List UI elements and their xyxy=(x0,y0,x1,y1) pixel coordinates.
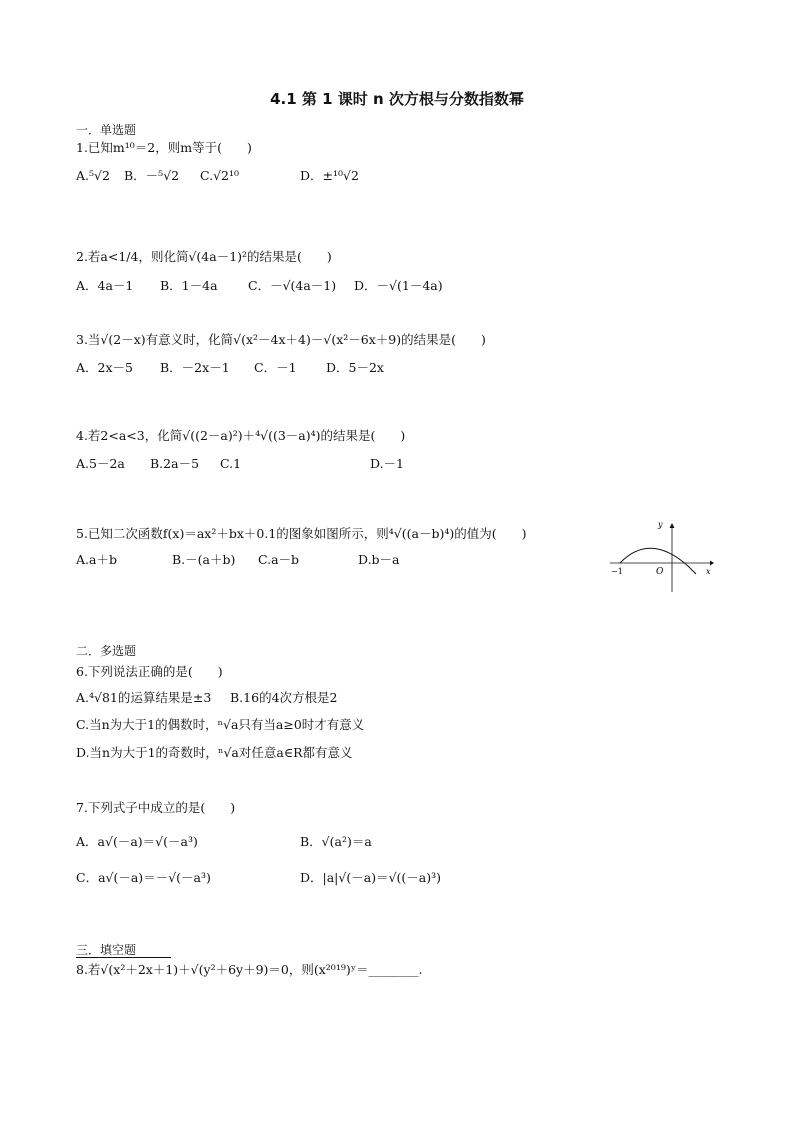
q4-stem: 4.若2<a<3，化简√((2－a)²)＋⁴√((3－a)⁴)的结果是( ) xyxy=(76,428,406,443)
q2-option-d: D．－√(1－4a) xyxy=(354,278,443,293)
q2-option-b: B．1－4a xyxy=(160,278,218,293)
q7-option-d: D．|a|√(－a)＝√((－a)³) xyxy=(300,870,442,885)
graph-x-label: x xyxy=(706,567,711,576)
q3-option-b: B．－2x－1 xyxy=(160,360,230,375)
q7-option-a: A．a√(－a)＝√(－a³) xyxy=(76,834,198,849)
q4-option-d: D.－1 xyxy=(370,456,405,471)
q2-option-c: C．－√(4a－1) xyxy=(248,278,337,293)
q1-option-c: C.√2¹⁰ xyxy=(200,168,240,183)
q6-option-a: A.⁴√81的运算结果是±3 xyxy=(76,690,212,705)
q6-stem: 6.下列说法正确的是( ) xyxy=(76,664,223,679)
q4-option-c: C.1 xyxy=(220,456,242,471)
q4-option-b: B.2a－5 xyxy=(150,456,200,471)
q8-stem: 8.若√(x²＋2x＋1)＋√(y²＋6y＋9)＝0，则(x²⁰¹⁹)ʸ＝________. xyxy=(76,962,423,977)
section-underline xyxy=(76,957,171,958)
q3-option-a: A．2x－5 xyxy=(76,360,133,375)
q5-parabola-graph xyxy=(606,518,718,596)
q2-option-a: A．4a－1 xyxy=(76,278,134,293)
graph-y-label: y xyxy=(658,520,663,529)
q1-stem: 1.已知m¹⁰＝2，则m等于( ) xyxy=(76,140,252,155)
q7-stem: 7.下列式子中成立的是( ) xyxy=(76,800,236,815)
q5-option-b: B.－(a＋b) xyxy=(172,552,236,567)
q5-option-c: C.a－b xyxy=(258,552,300,567)
q5-option-d: D.b－a xyxy=(358,552,400,567)
graph-origin-label: O xyxy=(656,567,664,577)
q6-option-d: D.当n为大于1的奇数时，ⁿ√a对任意a∈R都有意义 xyxy=(76,745,353,760)
q5-stem: 5.已知二次函数f(x)＝ax²＋bx＋0.1的图象如图所示，则⁴√((a－b)⁴)的值为( ) xyxy=(76,526,527,541)
section-fill-blank: 三．填空题 xyxy=(76,943,137,957)
q4-option-a: A.5－2a xyxy=(76,456,125,471)
graph-neg1-label: −1 xyxy=(611,567,623,576)
q6-option-b: B.16的4次方根是2 xyxy=(230,690,338,705)
section-multi-choice: 二．多选题 xyxy=(76,644,137,658)
q1-option-a: A.⁵√2 xyxy=(76,168,110,183)
q3-stem: 3.当√(2－x)有意义时，化简√(x²－4x＋4)－√(x²－6x＋9)的结果是( ) xyxy=(76,332,486,347)
q5-option-a: A.a＋b xyxy=(76,552,117,567)
q3-option-d: D．5－2x xyxy=(326,360,384,375)
q1-option-d: D．±¹⁰√2 xyxy=(300,168,359,183)
section-single-choice: 一．单选题 xyxy=(76,123,137,137)
q6-option-c: C.当n为大于1的偶数时，ⁿ√a只有当a≥0时才有意义 xyxy=(76,717,365,732)
q3-option-c: C．－1 xyxy=(254,360,297,375)
page-title: 4.1 第 1 课时 n 次方根与分数指数幂 xyxy=(270,90,524,108)
q7-option-c: C．a√(－a)＝－√(－a³) xyxy=(76,870,211,885)
q2-stem: 2.若a<1/4，则化简√(4a－1)²的结果是( ) xyxy=(76,249,332,264)
q7-option-b: B．√(a²)＝a xyxy=(300,834,372,849)
q1-option-b: B．－⁵√2 xyxy=(124,168,180,183)
